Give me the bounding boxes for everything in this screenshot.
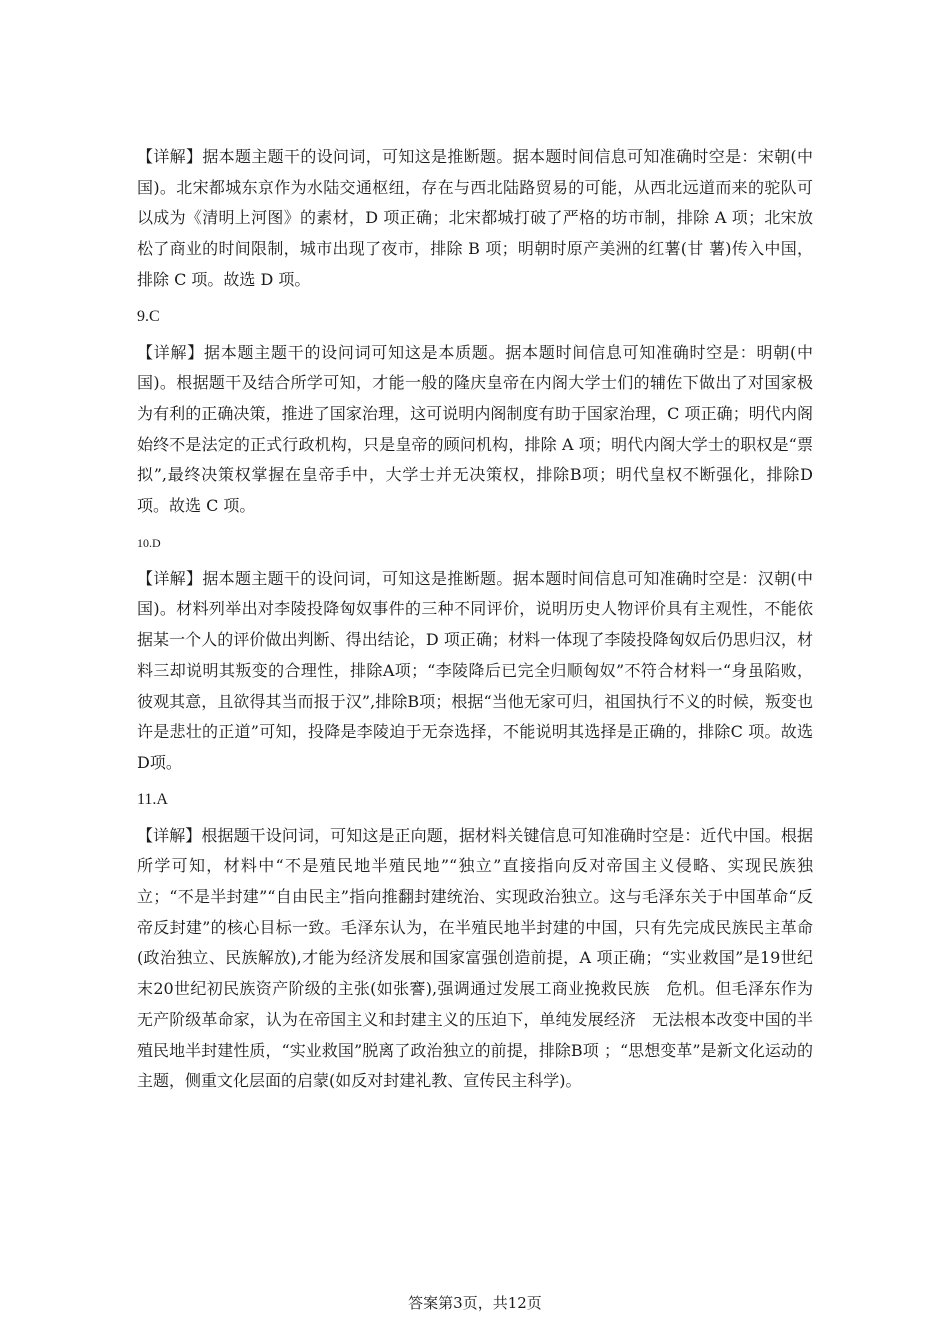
page-footer: 答案第3页，共12页 xyxy=(408,1294,542,1312)
explanation-q11: 【详解】根据题干设问词，可知这是正向题，据材料关键信息可知准确时空是：近代中国。根据所学可知，材料中“不是殖民地半殖民地”“独立”直接指向反对帝国主义侵略、实现民族独立；“不是半封建”“自由民主”指向推翻封建统治、实现政治独立。这与毛泽东关于中国革命“反帝反封建”的核心目标一致。毛泽东认为，在半殖民地半封建的中国，只有先完成民族民主革命(政治独立、民族解放),才能为经济发展和国家富强创造前提，A 项正确；“实业救国”是19世纪末20世纪初民族资产阶级的主张(如张謇),强调通过发展工商业挽救民族 危机。但毛泽东作为无产阶级革命家，认为在帝国主义和封建主义的压迫下，单纯发展经济 无法根本改变中国的半殖民地半封建性质，“实业救国”脱离了政治独立的前提，排除B项 ；“思想变革”是新文化运动的主题，侧重文化层面的启蒙(如反对封建礼教、宣传民主科学)。 xyxy=(137,825,813,1091)
explanation-q10: 【详解】据本题主题干的设问词，可知这是推断题。据本题时间信息可知准确时空是：汉朝(中国)。材料列举出对李陵投降匈奴事件的三种不同评价，说明历史人物评价具有主观性，不能依据某一个人的评价做出判断、得出结论，D 项正确；材料一体现了李陵投降匈奴后仍思归汉，材料三却说明其叛变的合理性，排除A项；“李陵降后已完全归顺匈奴”不符合材料一“身虽陷败，彼观其意，且欲得其当而报于汉”,排除B项；根据“当他无家可归，祖国执行不义的时候，叛变也许是悲壮的正道”可知，投降是李陵迫于无奈选择，不能说明其选择是正确的，排除C 项。故选D项。 xyxy=(137,568,813,772)
answer-content xyxy=(137,142,813,1097)
explanation-q8: 【详解】据本题主题干的设问词，可知这是推断题。据本题时间信息可知准确时空是：宋朝(中国)。北宋都城东京作为水陆交通枢纽，存在与西北陆路贸易的可能，从西北远道而来的驼队可以成为《清明上河图》的素材，D 项正确；北宋都城打破了严格的坊市制，排除 A 项；北宋放松了商业的时间限制，城市出现了夜市，排除 B 项；明朝时原产美洲的红薯(甘 薯)传入中国，排除 C 项。故选 D 项。 xyxy=(137,147,813,289)
question-number-10: 10.D xyxy=(137,535,161,550)
explanation-q9: 【详解】据本题主题干的设问词可知这是本质题。据本题时间信息可知准确时空是：明朝(中国)。根据题干及结合所学可知，才能一般的隆庆皇帝在内阁大学士们的辅佐下做出了对国家极为有利的正确决策，推进了国家治理，这可说明内阁制度有助于国家治理，C 项正确；明代内阁始终不是法定的正式行政机构，只是皇帝的顾问机构，排除 A 项；明代内阁大学士的职权是“票拟”,最终决策权掌握在皇帝手中，大学士并无决策权，排除B项；明代皇权不断强化，排除D 项。故选 C 项。 xyxy=(137,342,813,516)
question-number-9: 9.C xyxy=(137,307,160,325)
question-number-11: 11.A xyxy=(137,790,168,808)
